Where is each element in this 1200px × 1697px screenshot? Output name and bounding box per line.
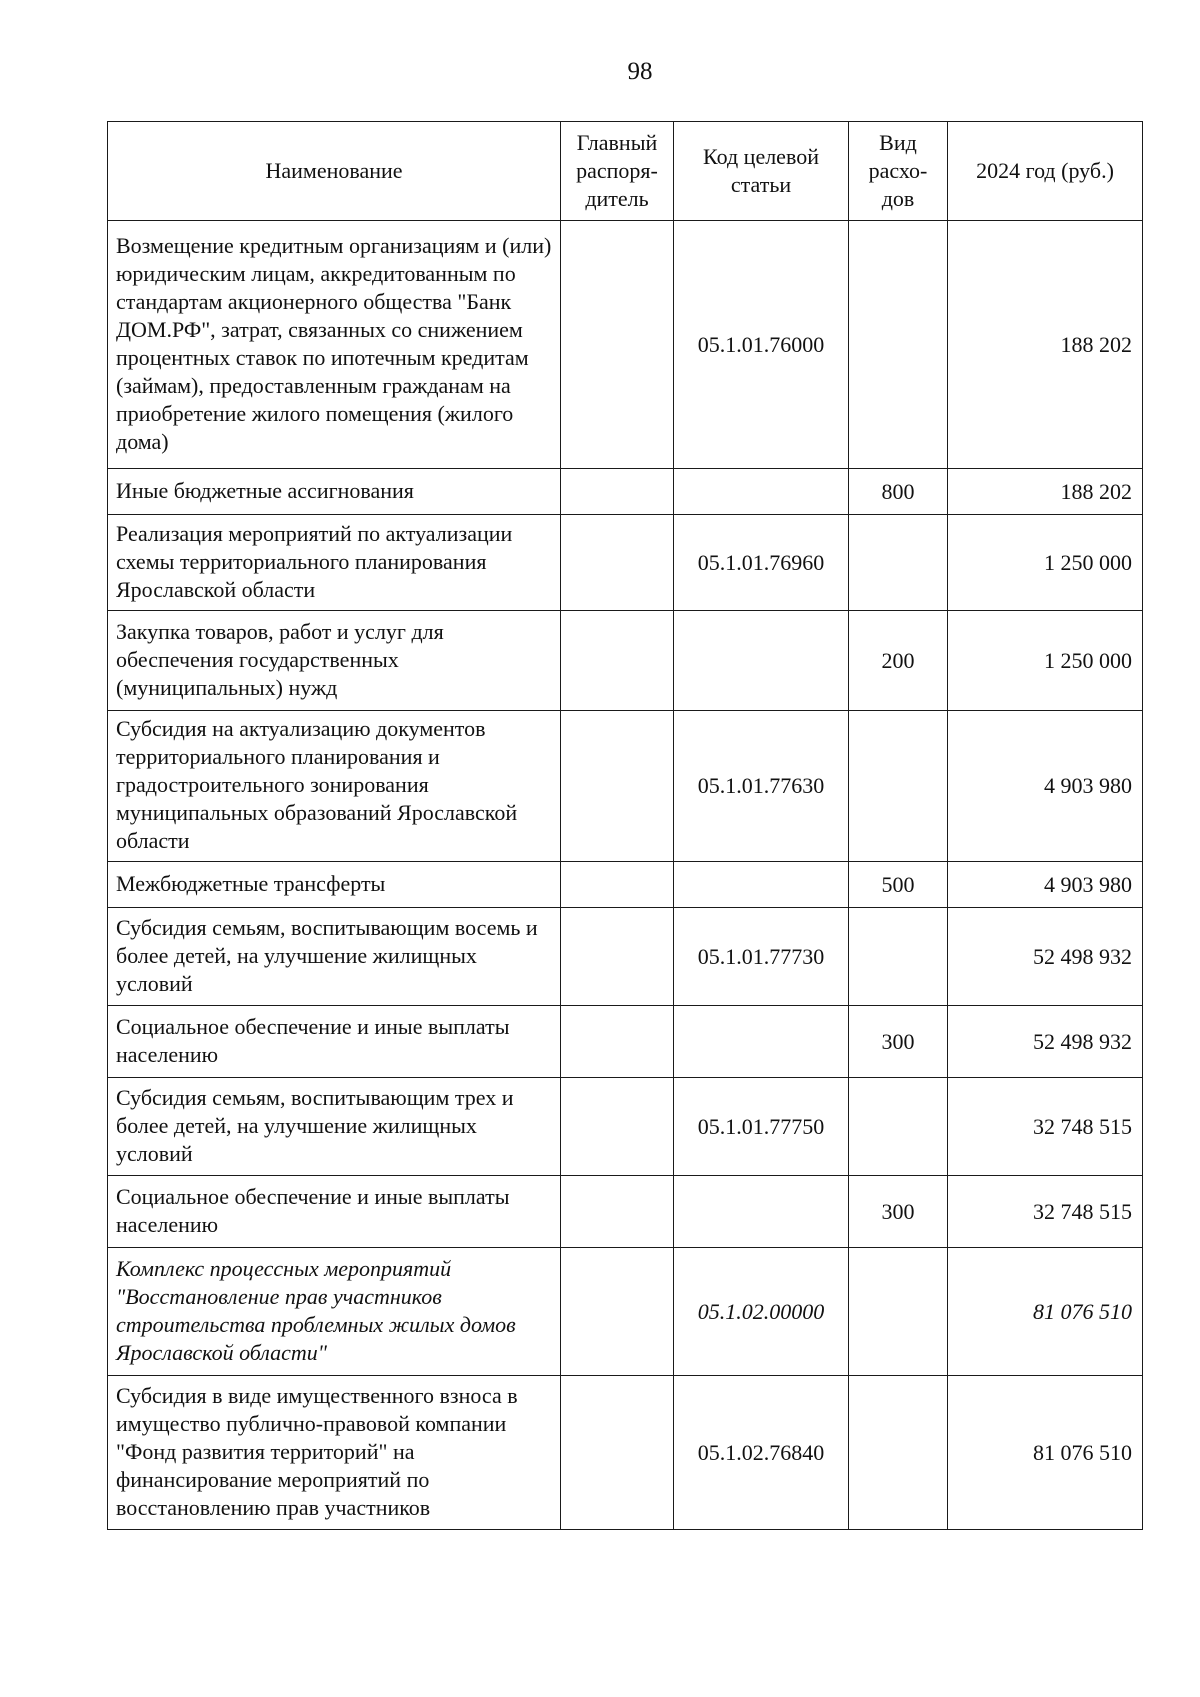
- header-expense-kind: Вид расхо-дов: [849, 122, 948, 221]
- row-main-manager: [561, 908, 674, 1006]
- page-number: 98: [627, 58, 653, 85]
- row-name: Социальное обеспечение и иные выплаты населению: [108, 1006, 561, 1078]
- row-code: 05.1.01.77750: [674, 1078, 849, 1176]
- row-amount: 52 498 932: [948, 1006, 1143, 1078]
- row-name: Социальное обеспечение и иные выплаты населению: [108, 1176, 561, 1248]
- table-row: [108, 611, 1143, 711]
- row-amount: 81 076 510: [948, 1248, 1143, 1376]
- table-row: [108, 908, 1143, 1006]
- row-amount: 4 903 980: [948, 862, 1143, 908]
- row-main-manager: [561, 221, 674, 469]
- header-name: Наименование: [108, 122, 561, 221]
- row-amount: 52 498 932: [948, 908, 1143, 1006]
- row-code: [674, 469, 849, 515]
- row-code: [674, 1006, 849, 1078]
- header-year-amount: 2024 год (руб.): [948, 122, 1143, 221]
- row-main-manager: [561, 1248, 674, 1376]
- row-kind: 800: [849, 469, 948, 515]
- row-main-manager: [561, 1176, 674, 1248]
- table-row: [108, 862, 1143, 908]
- row-kind: [849, 1376, 948, 1530]
- row-name: Возмещение кредитным организациям и (или) юридическим лицам, аккредитованным по стандартам акционерного общества "Банк ДОМ.РФ", затрат, связанных со снижением процентных ставок по ипотечным кредитам (займам), предоставленным гражданам на приобретение жилого помещения (жилого дома): [108, 221, 561, 469]
- table-header-row: [108, 122, 1143, 221]
- row-name: Комплекс процессных мероприятий "Восстановление прав участников строительства проблемных жилых домов Ярославской области": [108, 1248, 561, 1376]
- table-row: [108, 469, 1143, 515]
- row-name: Закупка товаров, работ и услуг для обеспечения государственных (муниципальных) нужд: [108, 611, 561, 711]
- row-kind: 300: [849, 1006, 948, 1078]
- row-amount: 81 076 510: [948, 1376, 1143, 1530]
- row-main-manager: [561, 1376, 674, 1530]
- row-amount: 32 748 515: [948, 1078, 1143, 1176]
- row-kind: 300: [849, 1176, 948, 1248]
- row-main-manager: [561, 862, 674, 908]
- row-name: Субсидия в виде имущественного взноса в имущество публично-правовой компании "Фонд развития территорий" на финансирование мероприятий по восстановлению прав участников: [108, 1376, 561, 1530]
- row-name: Субсидия семьям, воспитывающим восемь и более детей, на улучшение жилищных условий: [108, 908, 561, 1006]
- table-row: [108, 1078, 1143, 1176]
- row-kind: [849, 515, 948, 611]
- row-code: 05.1.01.77630: [674, 711, 849, 862]
- table-row: [108, 1006, 1143, 1078]
- row-code: 05.1.02.00000: [674, 1248, 849, 1376]
- row-code: [674, 611, 849, 711]
- table-row: [108, 221, 1143, 469]
- table-row: [108, 515, 1143, 611]
- row-code: [674, 862, 849, 908]
- header-main-manager: Главный распоря-дитель: [561, 122, 674, 221]
- row-name: Реализация мероприятий по актуализации схемы территориального планирования Ярославской области: [108, 515, 561, 611]
- row-main-manager: [561, 711, 674, 862]
- row-name: Межбюджетные трансферты: [108, 862, 561, 908]
- row-code: [674, 1176, 849, 1248]
- row-amount: 1 250 000: [948, 515, 1143, 611]
- row-code: 05.1.01.77730: [674, 908, 849, 1006]
- row-amount: 4 903 980: [948, 711, 1143, 862]
- row-amount: 32 748 515: [948, 1176, 1143, 1248]
- row-kind: [849, 711, 948, 862]
- table-row: [108, 711, 1143, 862]
- row-main-manager: [561, 1006, 674, 1078]
- row-code: 05.1.02.76840: [674, 1376, 849, 1530]
- row-name: Субсидия на актуализацию документов территориального планирования и градостроительного зонирования муниципальных образований Ярославской области: [108, 711, 561, 862]
- row-main-manager: [561, 611, 674, 711]
- budget-table: [107, 121, 1143, 1530]
- row-kind: 500: [849, 862, 948, 908]
- row-name: Субсидия семьям, воспитывающим трех и более детей, на улучшение жилищных условий: [108, 1078, 561, 1176]
- row-code: 05.1.01.76960: [674, 515, 849, 611]
- table-row: [108, 1176, 1143, 1248]
- row-kind: [849, 221, 948, 469]
- row-amount: 1 250 000: [948, 611, 1143, 711]
- row-amount: 188 202: [948, 221, 1143, 469]
- header-target-code: Код целевой статьи: [674, 122, 849, 221]
- table-row: [108, 1248, 1143, 1376]
- row-amount: 188 202: [948, 469, 1143, 515]
- row-kind: [849, 1078, 948, 1176]
- row-main-manager: [561, 515, 674, 611]
- row-kind: [849, 1248, 948, 1376]
- row-code: 05.1.01.76000: [674, 221, 849, 469]
- row-kind: 200: [849, 611, 948, 711]
- budget-table-container: [107, 121, 1142, 1530]
- row-kind: [849, 908, 948, 1006]
- table-row: [108, 1376, 1143, 1530]
- row-main-manager: [561, 1078, 674, 1176]
- row-name: Иные бюджетные ассигнования: [108, 469, 561, 515]
- row-main-manager: [561, 469, 674, 515]
